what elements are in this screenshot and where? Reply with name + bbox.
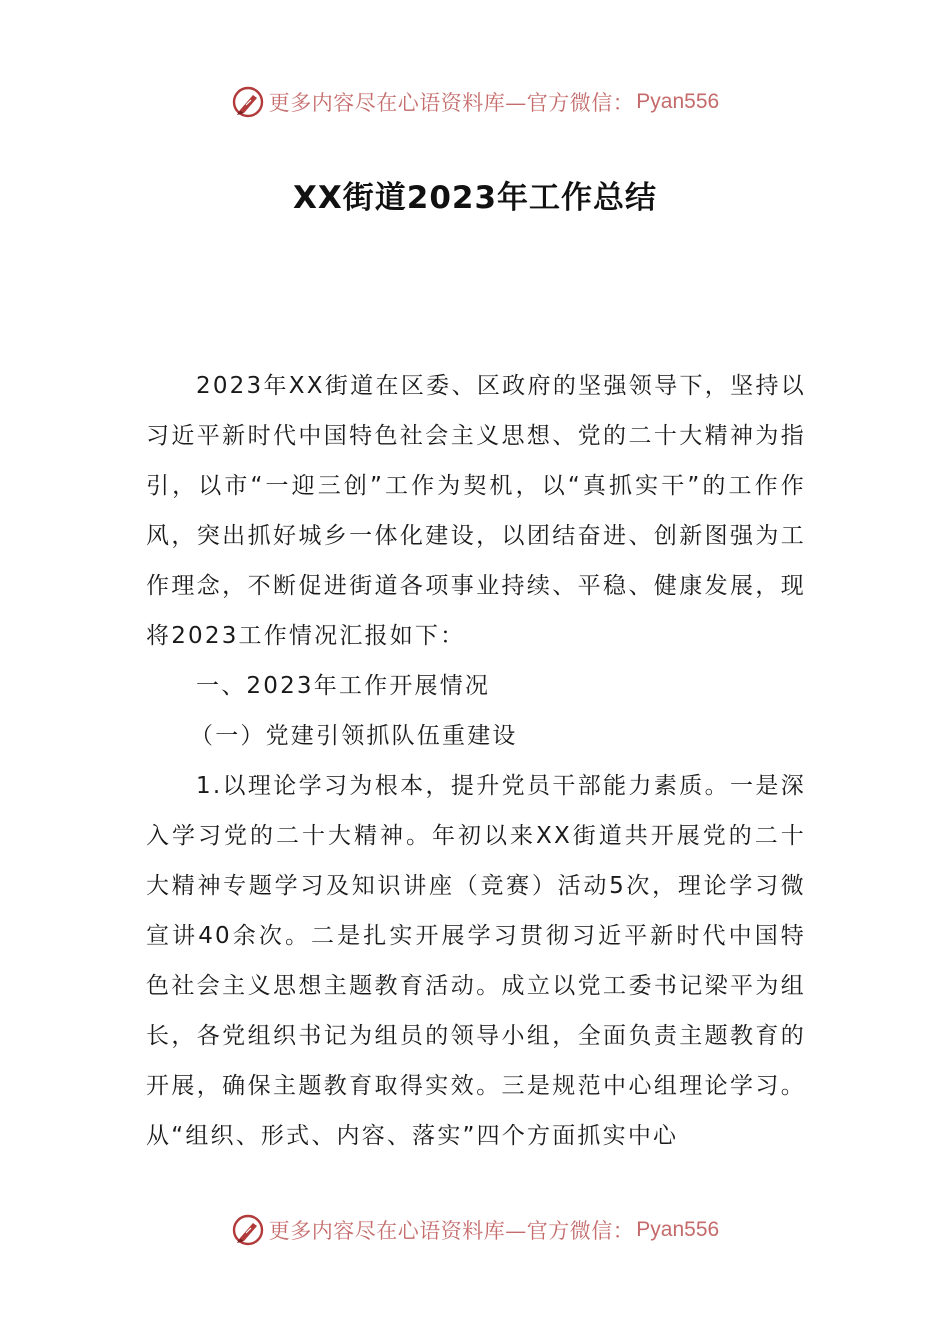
pen-nib-icon — [231, 1213, 265, 1247]
watermark-wechat-id: Pyan556 — [636, 90, 720, 113]
watermark-banner-bottom — [0, 1208, 950, 1252]
pen-nib-icon — [231, 85, 265, 119]
subsection-heading-1: （一）党建引领抓队伍重建设 — [190, 723, 518, 749]
watermark-text: 更多内容尽在心语资料库—官方微信： — [268, 91, 635, 115]
watermark-banner-top — [0, 80, 950, 124]
document-body — [146, 361, 806, 1161]
intro-paragraph: 2023年XX街道在区委、区政府的坚强领导下，坚持以习近平新时代中国特色社会主义思想、党的二十大精神为指引，以市“一迎三创”工作为契机，以“真抓实干”的工作作风，突出抓好城乡一体化建设，以团结奋进、创新图强为工作理念，不断促进街道各项事业持续、平稳、健康发展，现将2023工作情况汇报如下： — [146, 373, 806, 649]
body-paragraph-1: 1.以理论学习为根本，提升党员干部能力素质。一是深入学习党的二十大精神。年初以来XX街道共开展党的二十大精神专题学习及知识讲座（竞赛）活动5次，理论学习微宣讲40余次。二是扎实开展学习贯彻习近平新时代中国特色社会主义思想主题教育活动。成立以党工委书记梁平为组长，各党组织书记为组员的领导小组，全面负责主题教育的开展，确保主题教育取得实效。三是规范中心组理论学习。从“组织、形式、内容、落实”四个方面抓实中心 — [146, 773, 806, 1149]
watermark-text: 更多内容尽在心语资料库—官方微信： — [268, 1219, 635, 1243]
watermark-wechat-id: Pyan556 — [636, 1218, 720, 1241]
section-heading-1: 一、2023年工作开展情况 — [196, 673, 491, 699]
document-title: XX街道2023年工作总结 — [292, 180, 658, 216]
